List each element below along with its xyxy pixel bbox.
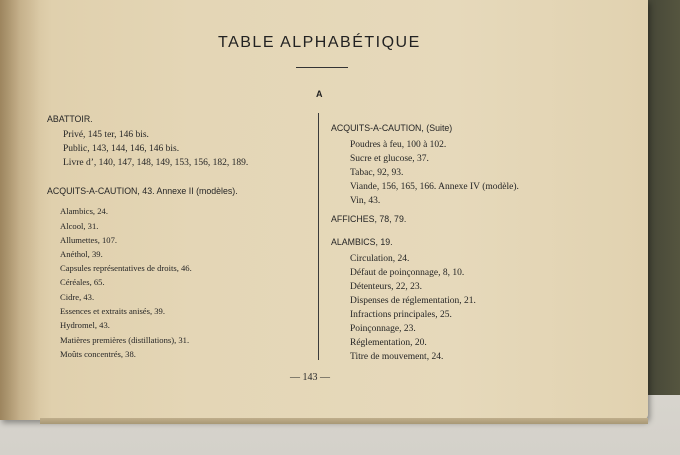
page-number: — 143 — xyxy=(290,372,330,383)
index-entry: Poinçonnage, 23. xyxy=(350,324,416,334)
index-entry: Poudres à feu, 100 à 102. xyxy=(350,140,447,150)
index-entry: Public, 143, 144, 146, 146 bis. xyxy=(63,144,180,154)
index-entry: Matières premières (distillations), 31. xyxy=(60,335,190,345)
index-entry: Infractions principales, 25. xyxy=(350,310,452,320)
index-entry: Anéthol, 39. xyxy=(60,249,103,259)
index-entry: Tabac, 92, 93. xyxy=(350,168,404,178)
index-entry: Titre de mouvement, 24. xyxy=(350,352,444,362)
index-entry: Circulation, 24. xyxy=(350,254,410,264)
index-entry: Détenteurs, 22, 23. xyxy=(350,282,423,292)
index-entry: Allumettes, 107. xyxy=(60,235,118,245)
index-entry: Réglementation, 20. xyxy=(350,338,427,348)
title-underline xyxy=(296,67,348,68)
index-entry: Livre d’, 140, 147, 148, 149, 153, 156, 182, 189. xyxy=(63,158,249,168)
index-entry: Privé, 145 ter, 146 bis. xyxy=(63,130,149,140)
page-gutter-shadow xyxy=(0,0,40,420)
section-letter: A xyxy=(316,89,323,99)
index-heading: ALAMBICS, 19. xyxy=(331,237,393,247)
index-entry: Essences et extraits anisés, 39. xyxy=(60,306,166,316)
index-entry: Alcool, 31. xyxy=(60,221,99,231)
index-entry: Sucre et glucose, 37. xyxy=(350,154,429,164)
index-entry: Cidre, 43. xyxy=(60,292,95,302)
index-entry: Céréales, 65. xyxy=(60,277,105,287)
column-divider xyxy=(318,113,319,360)
index-entry: Capsules représentatives de droits, 46. xyxy=(60,263,192,273)
index-entry: Alambics, 24. xyxy=(60,206,108,216)
index-entry: Viande, 156, 165, 166. Annexe IV (modèle). xyxy=(350,182,519,192)
index-entry: Hydromel, 43. xyxy=(60,320,110,330)
page-title: TABLE ALPHABÉTIQUE xyxy=(218,34,421,51)
index-entry: Vin, 43. xyxy=(350,196,381,206)
index-entry: Défaut de poinçonnage, 8, 10. xyxy=(350,268,465,278)
index-heading: ACQUITS-A-CAUTION, 43. Annexe II (modèles). xyxy=(47,186,238,196)
index-heading: ABATTOIR. xyxy=(47,114,93,124)
page-stack-edge xyxy=(40,418,648,424)
index-heading: AFFICHES, 78, 79. xyxy=(331,214,407,224)
index-heading: ACQUITS-A-CAUTION, (Suite) xyxy=(331,123,453,133)
index-entry: Moûts concentrés, 38. xyxy=(60,349,136,359)
index-entry: Dispenses de réglementation, 21. xyxy=(350,296,476,306)
